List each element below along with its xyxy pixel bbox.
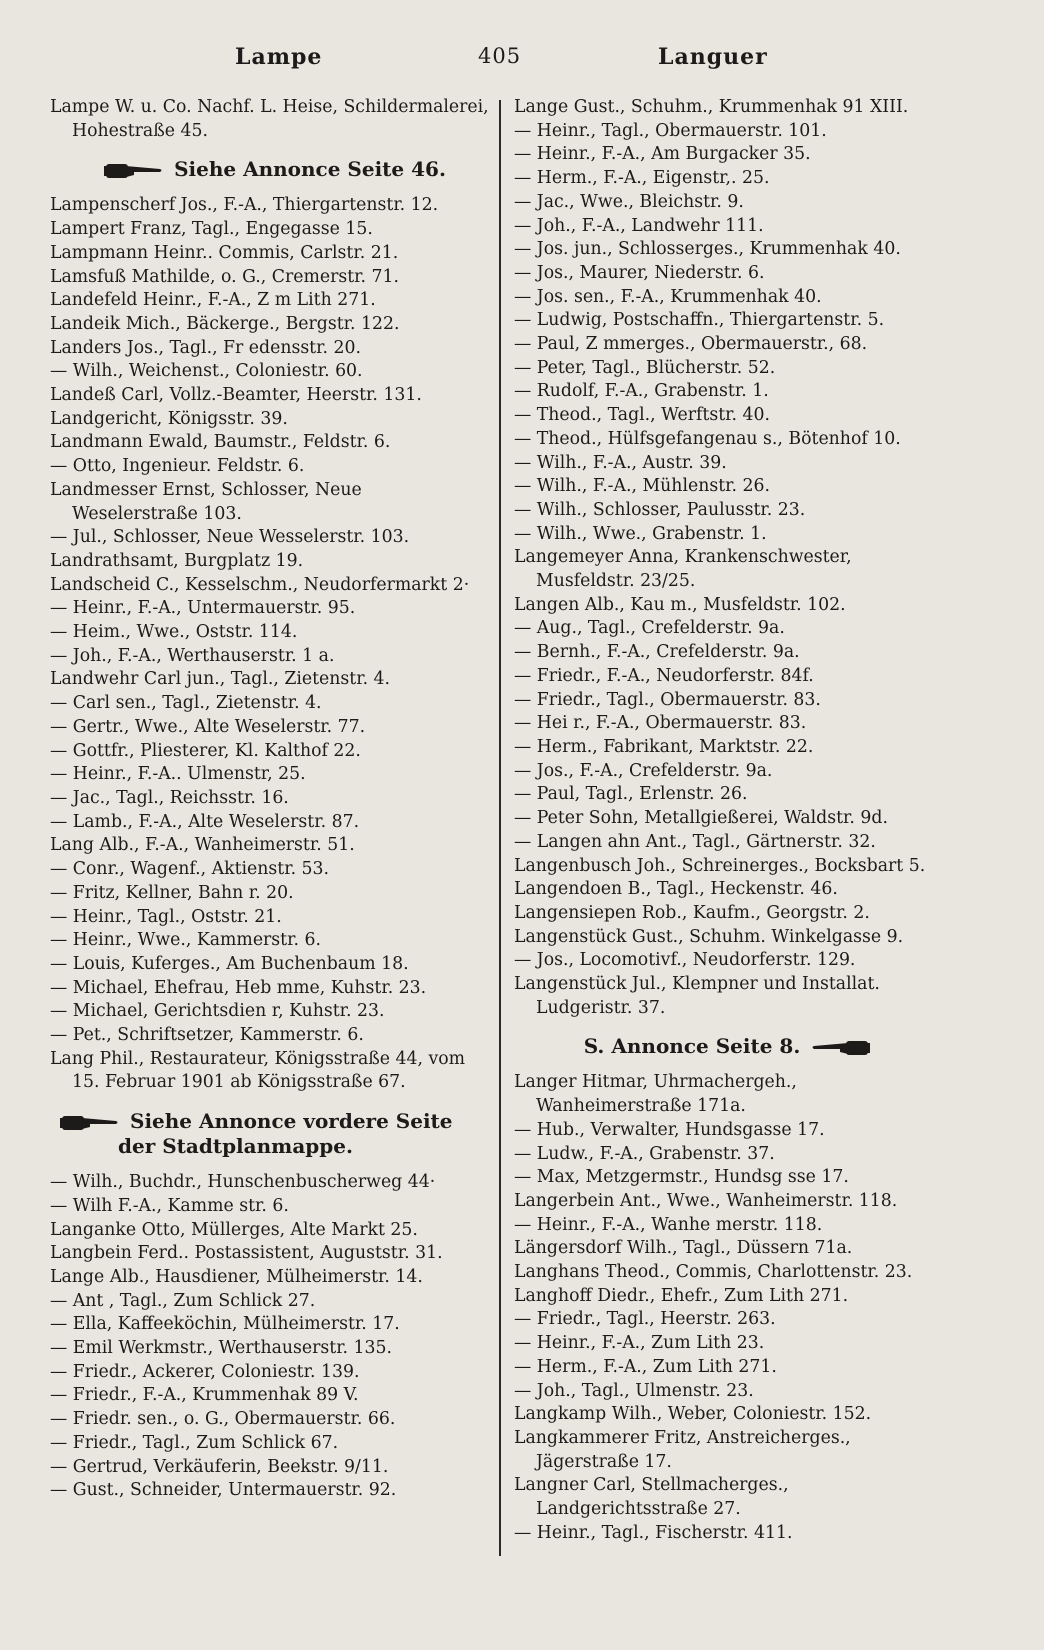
directory-entry: — Herm., Fabrikant, Marktstr. 22. <box>514 736 814 757</box>
directory-entry: — Ludwig, Postschaffn., Thiergartenstr. 5. <box>514 310 885 331</box>
directory-entry: — Michael, Ehefrau, Heb mme, Kuhstr. 23. <box>50 977 427 998</box>
directory-entry: — Theod., Hülfsgefangenau s., Bötenhof 10. <box>514 428 901 449</box>
directory-entry: Landmann Ewald, Baumstr., Feldstr. 6. <box>50 432 391 453</box>
directory-entry: — Fritz, Kellner, Bahn r. 20. <box>50 882 294 903</box>
directory-entry: — Friedr. sen., o. G., Obermauerstr. 66. <box>50 1409 396 1430</box>
directory-entry: — Wilh., F.-A., Austr. 39. <box>514 452 727 473</box>
directory-entry: — Friedr., Tagl., Zum Schlick 67. <box>50 1432 339 1453</box>
directory-entry: — Wilh., Wwe., Grabenstr. 1. <box>514 523 767 544</box>
directory-entry: — Heinr., Tagl., Oststr. 21. <box>50 906 282 927</box>
directory-entry: — Paul, Z mmerges., Obermauerstr., 68. <box>514 334 868 355</box>
directory-entry: Lange Alb., Hausdiener, Mülheimerstr. 14. <box>50 1266 423 1287</box>
directory-entry: — Friedr., F.-A., Neudorferstr. 84f. <box>514 665 814 686</box>
directory-entry: — Wilh., F.-A., Mühlenstr. 26. <box>514 476 770 497</box>
directory-entry: Langhoff Diedr., Ehefr., Zum Lith 271. <box>514 1285 849 1306</box>
directory-entry: Langner Carl, Stellmacherges., Landgerichtsstraße 27. <box>514 1475 789 1520</box>
directory-entry: — Heinr., F.-A., Zum Lith 23. <box>514 1333 765 1354</box>
directory-entry: Landeik Mich., Bäckerge., Bergstr. 122. <box>50 313 400 334</box>
directory-entry: Längersdorf Wilh., Tagl., Düssern 71a. <box>514 1238 853 1259</box>
directory-entry: — Wilh., Buchdr., Hunschenbuscherweg 44· <box>50 1172 436 1193</box>
directory-entry: — Heinr., F.-A., Am Burgacker 35. <box>514 144 811 165</box>
running-head-left: Lampe <box>235 44 323 70</box>
directory-entry: Landefeld Heinr., F.-A., Z m Lith 271. <box>50 290 376 311</box>
directory-entry: — Herm., F.-A., Eigenstr,. 25. <box>514 168 770 189</box>
directory-entry: Lampenscherf Jos., F.-A., Thiergartenstr. 12. <box>50 195 439 216</box>
directory-entry: — Otto, Ingenieur. Feldstr. 6. <box>50 456 305 477</box>
directory-entry: Langemeyer Anna, Krankenschwester, Musfeldstr. 23/25. <box>514 547 852 592</box>
directory-entry: Lampe W. u. Co. Nachf. L. Heise, Schildermalerei, Hohestraße 45. <box>50 97 489 141</box>
directory-entry: — Louis, Kuferges., Am Buchenbaum 18. <box>50 953 409 974</box>
annonce-notice <box>50 1109 490 1159</box>
directory-entry: Langendoen B., Tagl., Heckenstr. 46. <box>514 879 838 900</box>
directory-entry: — Langen ahn Ant., Tagl., Gärtnerstr. 32. <box>514 831 876 852</box>
directory-entry: — Peter Sohn, Metallgießerei, Waldstr. 9d. <box>514 808 888 829</box>
pointing-hand-icon <box>60 1113 120 1133</box>
directory-entry: — Gertr., Wwe., Alte Weselerstr. 77. <box>50 716 366 737</box>
directory-entry: Langensiepen Rob., Kaufm., Georgstr. 2. <box>514 902 870 923</box>
directory-entry: — Hub., Verwalter, Hundsgasse 17. <box>514 1119 825 1140</box>
annonce-text: Siehe Annonce vordere Seite der Stadtplanmappe. <box>118 1109 453 1159</box>
directory-entry: — Jos. jun., Schlosserges., Krummenhak 40. <box>514 239 901 260</box>
directory-entry: Langenstück Jul., Klempner und Installat. Ludgeristr. 37. <box>514 974 880 1018</box>
directory-entry: Langkammerer Fritz, Anstreicherges., Jägerstraße 17. <box>514 1427 851 1472</box>
directory-entry: Landrathsamt, Burgplatz 19. <box>50 550 304 571</box>
column-divider <box>499 100 501 1556</box>
running-head-right: Languer <box>658 44 768 70</box>
directory-entry: Langenstück Gust., Schuhm. Winkelgasse 9. <box>514 926 904 947</box>
directory-entry: — Heinr., F.-A., Untermauerstr. 95. <box>50 598 356 619</box>
annonce-notice <box>514 1034 950 1059</box>
directory-entry: — Friedr., F.-A., Krummenhak 89 V. <box>50 1385 359 1406</box>
directory-entry: — Carl sen., Tagl., Zietenstr. 4. <box>50 693 322 714</box>
directory-entry: — Peter, Tagl., Blücherstr. 52. <box>514 357 776 378</box>
directory-entry: Langenbusch Joh., Schreinerges., Bocksbart 5. <box>514 855 926 876</box>
pointing-hand-icon <box>810 1038 870 1058</box>
directory-entry: — Ant , Tagl., Zum Schlick 27. <box>50 1290 316 1311</box>
directory-entry: — Rudolf, F.-A., Grabenstr. 1. <box>514 381 769 402</box>
directory-entry: Lang Alb., F.-A., Wanheimerstr. 51. <box>50 835 355 856</box>
directory-entry: — Heim., Wwe., Oststr. 114. <box>50 622 298 643</box>
directory-entry: — Friedr., Ackerer, Coloniestr. 139. <box>50 1361 360 1382</box>
directory-entry: Langbein Ferd.. Postassistent, Auguststr. 31. <box>50 1243 443 1264</box>
pointing-hand-icon <box>104 161 164 181</box>
directory-entry: — Jac., Wwe., Bleichstr. 9. <box>514 191 744 212</box>
directory-entry: Landeß Carl, Vollz.-Beamter, Heerstr. 131. <box>50 385 422 406</box>
directory-entry: — Heinr., Tagl., Fischerstr. 411. <box>514 1522 793 1543</box>
directory-entry: Langerbein Ant., Wwe., Wanheimerstr. 118. <box>514 1190 898 1211</box>
directory-entry: — Gottfr., Pliesterer, Kl. Kalthof 22. <box>50 740 361 761</box>
directory-entry: — Wilh., Weichenst., Coloniestr. 60. <box>50 361 363 382</box>
directory-entry: — Herm., F.-A., Zum Lith 271. <box>514 1356 777 1377</box>
directory-entry: — Heinr., F.-A.. Ulmenstr, 25. <box>50 764 306 785</box>
directory-entry: Langer Hitmar, Uhrmachergeh., Wanheimerstraße 171a. <box>514 1072 797 1117</box>
directory-entry: Landgericht, Königsstr. 39. <box>50 408 288 429</box>
directory-entry: — Conr., Wagenf., Aktienstr. 53. <box>50 859 330 880</box>
directory-entry: — Gertrud, Verkäuferin, Beekstr. 9/11. <box>50 1456 389 1477</box>
directory-entry: — Heinr., Tagl., Obermauerstr. 101. <box>514 120 827 141</box>
page-number: 405 <box>478 44 522 68</box>
directory-entry: — Gust., Schneider, Untermauerstr. 92. <box>50 1480 397 1501</box>
directory-entry: Langanke Otto, Müllerges, Alte Markt 25. <box>50 1219 418 1240</box>
directory-entry: — Jac., Tagl., Reichsstr. 16. <box>50 787 289 808</box>
directory-entry: — Bernh., F.-A., Crefelderstr. 9a. <box>514 642 800 663</box>
directory-entry: — Jos., Maurer, Niederstr. 6. <box>514 262 765 283</box>
directory-entry: Langen Alb., Kau m., Musfeldstr. 102. <box>514 594 846 615</box>
directory-entry: — Ella, Kaffeeköchin, Mülheimerstr. 17. <box>50 1314 400 1335</box>
directory-entry: — Wilh F.-A., Kamme str. 6. <box>50 1195 289 1216</box>
directory-entry: Landwehr Carl jun., Tagl., Zietenstr. 4. <box>50 669 391 690</box>
directory-entry: Lang Phil., Restaurateur, Königsstraße 44, vom 15. Februar 1901 ab Königsstraße 67. <box>50 1048 466 1093</box>
directory-entry: Lamsfuß Mathilde, o. G., Cremerstr. 71. <box>50 266 399 287</box>
directory-entry: Lampert Franz, Tagl., Engegasse 15. <box>50 219 373 240</box>
annonce-text: Siehe Annonce Seite 46. <box>174 157 446 182</box>
left-column <box>50 96 490 1503</box>
directory-entry: — Lamb., F.-A., Alte Weselerstr. 87. <box>50 811 360 832</box>
directory-entry: — Emil Werkmstr., Werthauserstr. 135. <box>50 1338 393 1359</box>
directory-entry: — Joh., F.-A., Landwehr 111. <box>514 215 764 236</box>
directory-entry: — Hei r., F.-A., Obermauerstr. 83. <box>514 713 807 734</box>
directory-entry: Langkamp Wilh., Weber, Coloniestr. 152. <box>514 1404 872 1425</box>
annonce-notice <box>50 157 490 182</box>
right-column <box>514 96 950 1545</box>
directory-entry: Lange Gust., Schuhm., Krummenhak 91 XIII. <box>514 97 909 117</box>
directory-entry: Landmesser Ernst, Schlosser, Neue Weselerstraße 103. <box>50 479 362 524</box>
directory-entry: — Friedr., Tagl., Obermauerstr. 83. <box>514 689 821 710</box>
directory-entry: — Jos., Locomotivf., Neudorferstr. 129. <box>514 950 856 971</box>
directory-entry: — Wilh., Schlosser, Paulusstr. 23. <box>514 499 806 520</box>
directory-entry: — Pet., Schriftsetzer, Kammerstr. 6. <box>50 1025 364 1046</box>
directory-entry: — Friedr., Tagl., Heerstr. 263. <box>514 1309 776 1330</box>
directory-entry: Langhans Theod., Commis, Charlottenstr. 23. <box>514 1262 913 1283</box>
directory-entry: — Jos., F.-A., Crefelderstr. 9a. <box>514 760 773 781</box>
directory-entry: — Jul., Schlosser, Neue Wesselerstr. 103. <box>50 527 410 548</box>
directory-entry: — Ludw., F.-A., Grabenstr. 37. <box>514 1143 775 1164</box>
directory-entry: — Michael, Gerichtsdien r, Kuhstr. 23. <box>50 1001 385 1022</box>
directory-entry: — Aug., Tagl., Crefelderstr. 9a. <box>514 618 785 639</box>
directory-entry: — Jos. sen., F.-A., Krummenhak 40. <box>514 286 822 307</box>
directory-entry: — Max, Metzgermstr., Hundsg sse 17. <box>514 1167 849 1188</box>
directory-entry: — Theod., Tagl., Werftstr. 40. <box>514 405 770 426</box>
annonce-text: S. Annonce Seite 8. <box>583 1034 801 1059</box>
directory-entry: Landscheid C., Kesselschm., Neudorfermarkt 2· <box>50 574 470 595</box>
directory-entry: — Joh., Tagl., Ulmenstr. 23. <box>514 1380 754 1401</box>
directory-entry: Lampmann Heinr.. Commis, Carlstr. 21. <box>50 242 399 263</box>
directory-entry: — Paul, Tagl., Erlenstr. 26. <box>514 784 748 805</box>
directory-entry: Landers Jos., Tagl., Fr edensstr. 20. <box>50 337 361 358</box>
directory-entry: — Joh., F.-A., Werthauserstr. 1 a. <box>50 645 335 666</box>
directory-entry: — Heinr., Wwe., Kammerstr. 6. <box>50 930 321 951</box>
directory-entry: — Heinr., F.-A., Wanhe merstr. 118. <box>514 1214 823 1235</box>
